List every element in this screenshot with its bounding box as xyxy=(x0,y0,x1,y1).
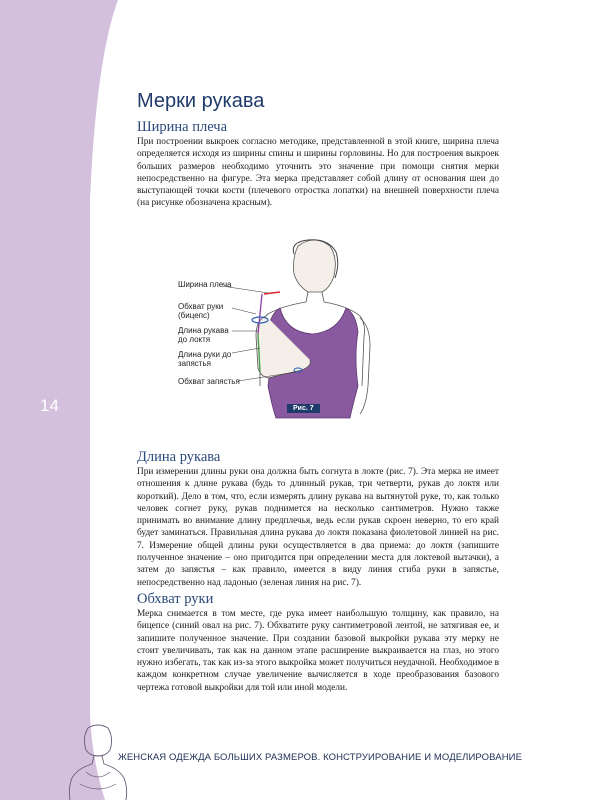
label-shoulder-width: Ширина плеча xyxy=(178,280,232,289)
section-heading-sleeve-length: Длина рукава xyxy=(137,449,221,465)
section-heading-arm-girth: Обхват руки xyxy=(137,591,214,607)
footer-book-title: ЖЕНСКАЯ ОДЕЖДА БОЛЬШИХ РАЗМЕРОВ. КОНСТРУИРОВАНИЕ И МОДЕЛИРОВАНИЕ xyxy=(118,752,523,763)
section-text-sleeve-length: При измерении длины руки она должна быть согнута в локте (рис. 7). Эта мерка не имеет отношения к длине рукава (будь то длинный рукав, три четверти, рукав до локтя или короткий). Дело в том, что, если измерять длину рукава на вытянутой руке, то, как только человек согнет руку, рукав поднимется на несколько сантиметров. Нужно также принимать во внимание длину предплечья, ведь если рукав скроен неверно, то его край будет заминаться. Правильная длина рукава до локтя показана фиолетовой линией на рис. 7. Измерение общей длины руки осуществляется в два приема: до локтя (запишите полученное значение – оно пригодится при определении места для локтевой вытачки), а затем до запястья – как правило, имеется в виду линия сгиба руки в запястье, непосредственно над ладонью (зеленая линия на рис. 7). xyxy=(137,467,499,588)
section-heading-shoulder: Ширина плеча xyxy=(137,119,228,135)
figure-badge: Рис. 7 xyxy=(287,404,320,413)
section-text-shoulder: При построении выкроек согласно методике, представленной в этой книге, ширина плеча определяется исходя из ширины спины и ширины горловины. Но для построения выкроек больших размеров необходимо уточнить это значение при помощи снятия мерки непосредственно на фигуре. Эта мерка представляет собой длину от основания шеи до выступающей точки кости (плечевого отростка лопатки) на внешней поверхности плеча (на рисунке обозначена красным). xyxy=(137,137,499,209)
page-number: 14 xyxy=(40,396,59,415)
figure-arm-measurements xyxy=(172,236,472,421)
label-sleeve-to-elbow: Длина рукава до локтя xyxy=(178,326,229,344)
section-text-arm-girth: Мерка снимается в том месте, где рука имеет наибольшую толщину, как правило, на бицепсе (синий овал на рис. 7). Обхватите руку сантиметровой лентой, не затягивая ее, и запишите полученное значение. При создании базовой выкройки рукава эту мерку не стоит увеличивать, так как на данном этапе расширение выкраивается на глаз, но этого нужно избегать, так как из-за этого выкройка может получиться неудачной. Необходимое в каждом конкретном случае увеличение вычисляется в ходе преобразования базового чертежа готовой выкройки для той или иной модели. xyxy=(137,609,499,693)
label-wrist-girth: Обхват запястья xyxy=(178,377,240,386)
label-arm-to-wrist: Длина руки до запястья xyxy=(178,350,232,368)
page-title: Мерки рукава xyxy=(137,90,265,112)
label-bicep-girth: Обхват руки (бицепс) xyxy=(178,302,224,320)
